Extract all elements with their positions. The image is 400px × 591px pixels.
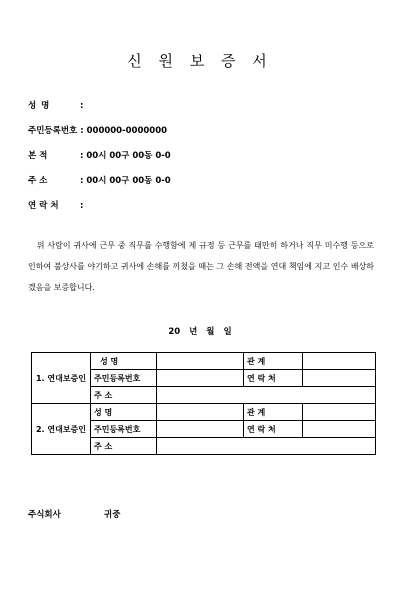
guarantor-1-contact-label: 연 락 처: [244, 370, 303, 387]
guarantor-1-name-value[interactable]: [157, 353, 244, 370]
guarantor-1-name-label-text: 성 명: [100, 356, 119, 366]
footer-company: 주식회사: [28, 510, 61, 520]
field-address-label: 주 소: [28, 176, 48, 186]
guarantor-2-relation-value[interactable]: [303, 404, 376, 421]
field-contact-label: 연 락 처: [28, 201, 59, 211]
guarantor-2-addr-label: 주 소: [91, 438, 157, 455]
field-name-label: 성 명: [28, 101, 51, 111]
guarantor-2-name-label: 성 명: [91, 404, 157, 421]
guarantor-1-contact-value[interactable]: [303, 370, 376, 387]
guarantor-1-addr-value[interactable]: [157, 387, 376, 404]
field-address: 주 소 : 00시 00구 00동 0-0: [28, 176, 171, 186]
field-domicile-value: 00시 00구 00동 0-0: [86, 151, 171, 161]
guarantor-1-name-label: [91, 353, 157, 370]
guarantee-paragraph-text: 위 사람이 귀사에 근무 중 직무를 수행함에 제 규정 등 근무를 태만히 하거나 직무 미수행 등으로 인하여 불상사를 야기하고 귀사에 손해를 끼쳤을 때는 그 손해 전액을 연대 책임에 지고 인수 배상하겠음을 보증합니다.: [28, 241, 374, 292]
guarantor-2-rrn-value[interactable]: [157, 421, 244, 438]
guarantor-1-addr-label: 주 소: [91, 387, 157, 404]
field-domicile: 본 적 : 00시 00구 00동 0-0: [28, 151, 171, 161]
table-row: [32, 353, 376, 370]
guarantee-paragraph: [28, 235, 374, 298]
guarantor-1-relation-label: 관 계: [244, 353, 303, 370]
guarantor-2-relation-label: 관 계: [244, 404, 303, 421]
field-address-value: 00시 00구 00동 0-0: [86, 176, 171, 186]
guarantor-1-rrn-label: 주민등록번호: [91, 370, 157, 387]
field-rrn-label: 주민등록번호: [28, 126, 78, 136]
field-contact: 연 락 처 :: [28, 201, 84, 211]
guarantor-1-relation-value[interactable]: [303, 353, 376, 370]
guarantor-2-section: 2. 연대보증인: [32, 404, 91, 455]
footer-honorific: 귀중: [104, 510, 121, 520]
field-rrn: 주민등록번호 : 000000-0000000: [28, 126, 168, 136]
guarantor-2-contact-label: 연 락 처: [244, 421, 303, 438]
field-name: 성 명 :: [28, 101, 84, 111]
date-line: 20 년 월 일: [168, 327, 232, 337]
guarantor-2-name-value[interactable]: [157, 404, 244, 421]
guarantor-1-section: 1. 연대보증인: [32, 353, 91, 404]
guarantor-2-rrn-label: 주민등록번호: [91, 421, 157, 438]
document-title: 신 원 보 증 서: [127, 52, 273, 70]
footer: [28, 508, 120, 520]
guarantor-table: [31, 352, 376, 455]
guarantor-2-contact-value[interactable]: [303, 421, 376, 438]
guarantor-2-addr-value[interactable]: [157, 438, 376, 455]
guarantor-1-rrn-value[interactable]: [157, 370, 244, 387]
table-row: [32, 404, 376, 421]
field-domicile-label: 본 적: [28, 151, 48, 161]
field-rrn-value: 000000-0000000: [86, 126, 168, 136]
